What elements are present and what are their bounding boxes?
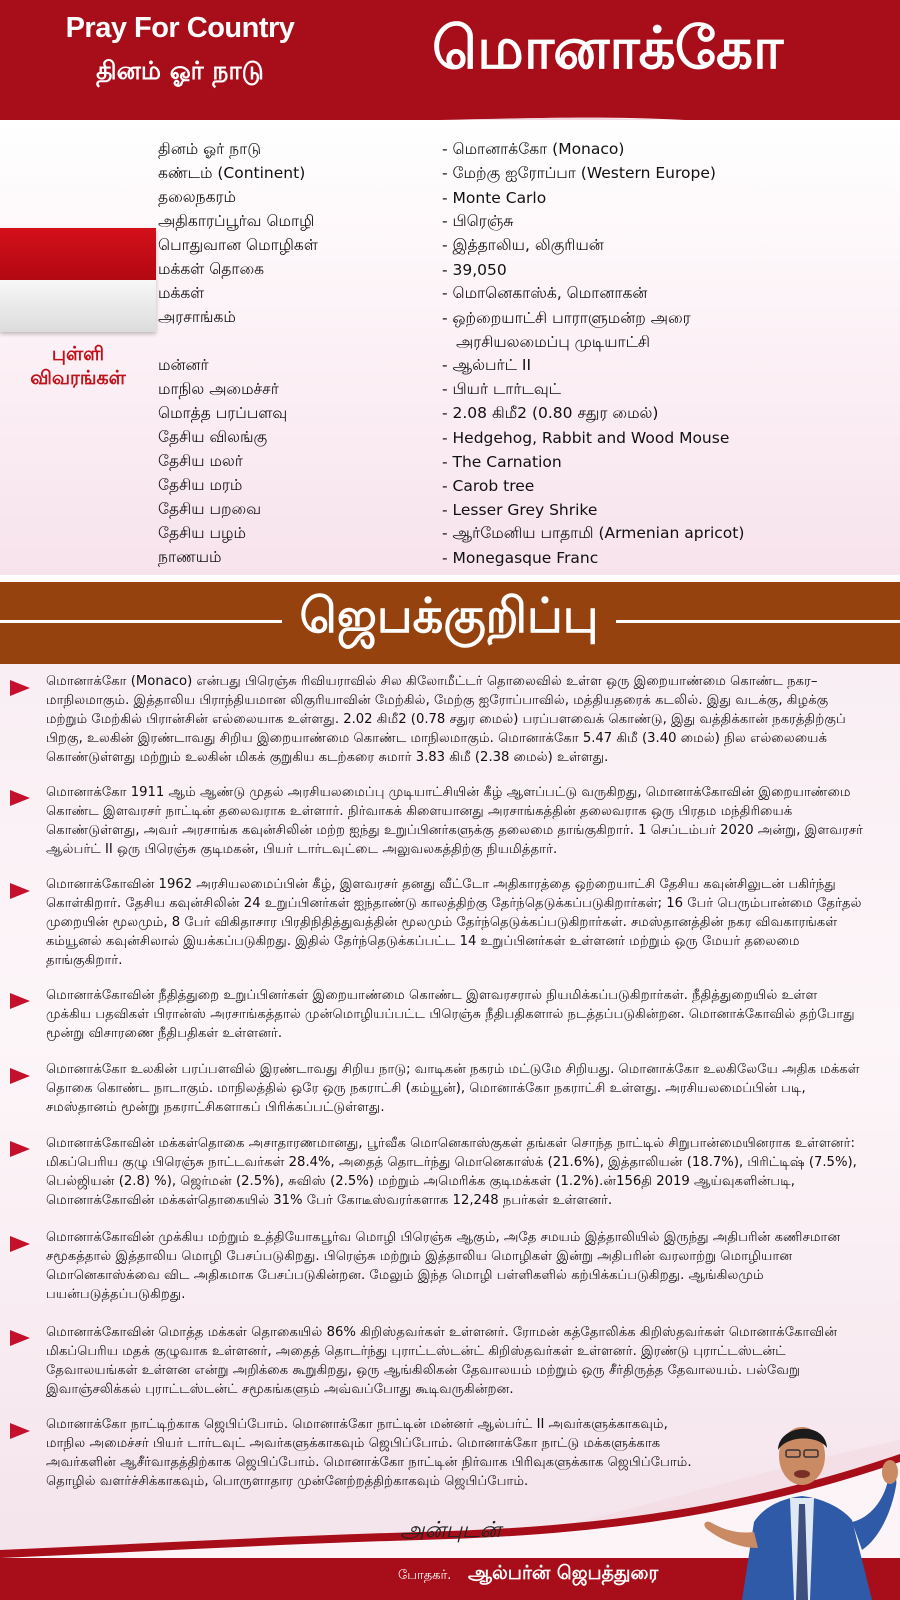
facts-table (158, 138, 878, 570)
fact-row (158, 282, 878, 306)
bullet-arrow-icon (10, 1141, 30, 1157)
fact-value: - பியர் டார்டவுட் (442, 380, 562, 398)
bullet-arrow-icon (10, 1068, 30, 1084)
fact-row (158, 522, 878, 546)
flag-white-band (0, 280, 156, 332)
fact-row (158, 258, 878, 282)
fact-value: - இத்தாலிய, லிகுரியன் (442, 236, 604, 254)
closing-text: அன்புடன் (400, 1518, 501, 1543)
fact-row (158, 378, 878, 402)
fact-row (158, 546, 878, 570)
prayer-point-paragraph: மொனாக்கோ உலகின் பரப்பளவில் இரண்டாவது சிறிய நாடு; வாடிகன் நகரம் மட்டுமே சிறியது. மொனாக்கோ உலகிலேயே அதிக மக்கள் தொகை கொண்ட நாடாகும். மாநிலத்தில் ஒரே ஒரு நகராட்சி (கம்யூன்), மொனாக்கோ நகராட்சி உள்ளது. அரசியலமைப்பின் படி, சமஸ்தானம் மூன்று நகராட்சிகளாகப் பிரிக்கப்பட்டுள்ளது. (46, 1062, 860, 1115)
fact-row (158, 210, 878, 234)
prayer-point-paragraph: மொனாக்கோவின் 1962 அரசியலமைப்பின் கீழ், இளவரசர் தனது வீட்டோ அதிகாரத்தை ஒற்றையாட்சி தேசிய கவுன்சிலுடன் பகிர்ந்து கொள்கிறார். தேசிய கவுன்சிலின் 24 உறுப்பினர்கள் ஐந்தாண்டு காலத்திற்கு தேர்ந்தெடுக்கப்படுகிறார்கள்; 16 பேர் பெரும்பான்மை தேர்தல் முறையின் மூலமும், 8 பேர் விகிதாசார பிரதிநிதித்துவத்தின் மூலமும் தேர்ந்தெடுக்கப்படுகிறார்கள். சமஸ்தானத்தின் நகர விவகாரங்கள் கம்யூனல் கவுன்சிலால் இயக்கப்படுகிறது. இதில் தேர்ந்தெடுக்கப்பட்ட 14 உறுப்பினர்கள் உள்ளனர் மற்றும் ஒரு மேயர் தலைமை தாங்குகிறார். (46, 877, 862, 968)
daily-country-subtitle: தினம் ஓர் நாடு (96, 56, 264, 85)
fact-key: மன்னர் (158, 356, 209, 374)
fact-key: மக்கள் (158, 284, 205, 302)
fact-value: - ஆல்பர்ட் II (442, 356, 532, 374)
fact-key: மக்கள் தொகை (158, 260, 265, 278)
fact-row (158, 450, 878, 474)
banner-divider-right (616, 620, 900, 623)
fact-value: - Hedgehog, Rabbit and Wood Mouse (442, 429, 730, 447)
fact-row (158, 402, 878, 426)
fact-key: தேசிய பழம் (158, 524, 246, 542)
fact-value: - மேற்கு ஐரோப்பா (Western Europe) (442, 164, 716, 182)
fact-value-line2: அரசியலமைப்பு முடியாட்சி (456, 333, 651, 351)
prayer-point-paragraph: மொனாக்கோவின் மக்கள்தொகை அசாதாரணமானது, பூர்வீக மொனெகாஸ்குகள் தங்கள் சொந்த நாட்டில் சிறுபான்மையினராக உள்ளனர்: மிகப்பெரிய குழு பிரெஞ்சு நாட்டவர்கள் 28.4%, அதைத் தொடர்ந்து மொனெகாஸ்க் (21.6%), இத்தாலியன் (18.7%), பிரிட்டிஷ் (7.5%), பெல்ஜியன் (2.8) %), ஜெர்மன் (2.5%), சுவிஸ் (2.5%) மற்றும் அமெரிக்க குடிமக்கள் (1.2%).ன்156தி 2019 ஆய்வுகளின்படி, மொனாக்கோவின் மக்கள்தொகையில் 31% பேர் கோடீஸ்வரர்களாக 12,248 நபர்கள் உள்ளனர். (46, 1136, 857, 1208)
pastor-name: ஆல்பர்ன் ஜெபத்துரை (468, 1562, 659, 1584)
fact-value: - Carob tree (442, 477, 535, 495)
fact-row (158, 234, 878, 258)
prayer-point-paragraph: மொனாக்கோ (Monaco) என்பது பிரெஞ்சு ரிவியராவில் சில கிலோமீட்டர் தொலைவில் உள்ள ஒரு இறையாண்மை கொண்ட நகர–மாநிலமாகும். இத்தாலிய பிராந்தியமான லிகுரியாவின் மேற்கில், மேற்கு ஐரோப்பாவில், மத்தியதரைக் கடலில். இது வடக்கு, கிழக்கு மற்றும் மேற்கில் பிரான்சின் எல்லையாக உள்ளது. 2.02 கிமீ2 (0.78 சதுர மைல்) பரப்பளவைக் கொண்டு, இது வத்திக்கான் நகரத்திற்குப் பிறகு, உலகின் இரண்டாவது சிறிய இறையாண்மை கொண்ட மாநிலமாகும். மொனாக்கோ 5.47 கிமீ (3.40 மைல்) நில எல்லையைக் கொண்டுள்ளது மற்றும் உலகின் மிகக் குறுகிய கடற்கரை சுமார் 3.83 கிமீ (2.38 மைல்) உள்ளது. (46, 674, 846, 765)
bullet-arrow-icon (10, 1330, 30, 1346)
fact-key: அரசாங்கம் (158, 308, 236, 326)
prayer-points-banner (0, 582, 900, 664)
fact-row (158, 138, 878, 162)
fact-value: - Monte Carlo (442, 189, 547, 207)
prayer-point-paragraph: மொனாக்கோவின் முக்கிய மற்றும் உத்தியோகபூர்வ மொழி பிரெஞ்சு ஆகும், அதே சமயம் இத்தாலியில் இருந்து அதிபரின் கணிசமான சமூகத்தால் இத்தாலிய மொழி பேசப்படுகிறது. பிரெஞ்சு மற்றும் இத்தாலிய மொழிகள் இன்று அதிபரின் வரலாற்று மொழியான மொனெகாஸ்க்வை விட அதிகமாக பேசப்படுகின்றன. மேலும் இந்த மொழி பள்ளிகளில் கற்பிக்கப்படுகிறது. ஆங்கிலமும் பயன்படுத்தப்படுகிறது. (46, 1230, 841, 1302)
bullet-arrow-icon (10, 1423, 30, 1439)
fact-key: தலைநகரம் (158, 188, 236, 206)
fact-key: நாணயம் (158, 548, 222, 566)
facts-side-label (8, 342, 148, 390)
monaco-flag-image (0, 228, 156, 332)
fact-value (442, 306, 878, 354)
bullet-arrow-icon (10, 883, 30, 899)
fact-key: அதிகாரப்பூர்வ மொழி (158, 212, 315, 230)
fact-key: தேசிய விலங்கு (158, 428, 268, 446)
fact-value: - மொனாக்கோ (Monaco) (442, 140, 625, 158)
fact-value: - ஆர்மேனிய பாதாமி (Armenian apricot) (442, 524, 745, 542)
bullet-arrow-icon (10, 993, 30, 1009)
fact-value: - 39,050 (442, 261, 507, 279)
fact-key: கண்டம் (Continent) (158, 164, 306, 182)
bullet-arrow-icon (10, 680, 30, 696)
banner-divider-left (0, 620, 282, 623)
fact-key: மொத்த பரப்பளவு (158, 404, 288, 422)
fact-row (158, 426, 878, 450)
facts-side-label-line2: விவரங்கள் (30, 367, 126, 389)
fact-value: - Monegasque Franc (442, 549, 599, 567)
prayer-point-paragraph: மொனாக்கோவின் மொத்த மக்கள் தொகையில் 86% கிறிஸ்தவர்கள் உள்ளனர். ரோமன் கத்தோலிக்க கிறிஸ்தவர்கள் மொனாக்கோவின் மிகப்பெரிய மதக் குழுவாக உள்ளனர், அதைத் தொடர்ந்து புராட்டஸ்டன்ட் கிறிஸ்தவர்கள் உள்ளனர். இரண்டு புராட்டஸ்டன்ட் தேவாலயங்கள் உள்ளன என்று அறிக்கை கூறுகிறது, ஒரு ஆங்கிலிகன் தேவாலயம் மற்றும் ஒரு சீர்திருத்த தேவாலயம். பல்வேறு இவாஞ்சலிக்கல் புராட்டஸ்டன்ட் சமூகங்களும் அவ்வப்போது கூடிவருகின்றன. (46, 1325, 838, 1397)
pastor-label: போதகர். (398, 1568, 452, 1583)
bullet-arrow-icon (10, 790, 30, 806)
fact-key: தேசிய பறவை (158, 500, 262, 518)
prayer-point-paragraph: மொனாக்கோ 1911 ஆம் ஆண்டு முதல் அரசியலமைப்பு முடியாட்சியின் கீழ் ஆளப்பட்டு வருகிறது, மொனாக்கோவின் இறையாண்மை கொண்ட இளவரசர் நாட்டின் தலைவராக உள்ளார். நிர்வாகக் கிளையானது அரசாங்கத்தின் தலைவராக ஒரு பிரதம மந்திரியைக் கொண்டுள்ளது, அவர் அரசாங்க கவுன்சிலின் மற்ற ஐந்து உறுப்பினர்களுக்கு தலைமை தாங்குகிறார். 1 செப்டம்பர் 2020 அன்று, இளவரசர் ஆல்பர்ட் II ஒரு பிரெஞ்சு குடிமகன், பியர் டார்டவுட்டை அலுவலகத்திற்கு நியமித்தார். (46, 785, 864, 857)
fact-key: தினம் ஓர் நாடு (158, 140, 262, 158)
fact-value: - மொனெகாஸ்க், மொனாகன் (442, 284, 648, 302)
prayer-point-paragraph: மொனாக்கோவின் நீதித்துறை உறுப்பினர்கள் இறையாண்மை கொண்ட இளவரசரால் நியமிக்கப்படுகிறார்கள். நீதித்துறையில் உள்ள முக்கிய பதவிகள் பிரான்ஸ் அரசாங்கத்தால் முன்மொழியப்பட்ட பிரெஞ்சு நீதிபதிகளால் நடத்தப்படுகின்றன. மொனாக்கோவில் தற்போது மூன்று விசாரணை நீதிபதிகள் உள்ளனர். (46, 988, 855, 1041)
fact-row (158, 306, 878, 354)
fact-value: - பிரெஞ்சு (442, 212, 514, 230)
fact-key: பொதுவான மொழிகள் (158, 236, 318, 254)
fact-row (158, 186, 878, 210)
flag-red-band (0, 228, 156, 280)
fact-value: - The Carnation (442, 453, 562, 471)
fact-row (158, 474, 878, 498)
fact-key: தேசிய மலர் (158, 452, 243, 470)
fact-key: தேசிய மரம் (158, 476, 243, 494)
fact-row (158, 498, 878, 522)
bullet-arrow-icon (10, 1236, 30, 1252)
pastor-photo (702, 1410, 900, 1600)
prayer-point-paragraph: மொனாக்கோ நாட்டிற்காக ஜெபிப்போம். மொனாக்கோ நாட்டின் மன்னர் ஆல்பர்ட் II அவர்களுக்காகவும், மாநில அமைச்சர் பியர் டார்டவுட் அவர்களுக்காகவும் ஜெபிப்போம். மொனாக்கோ நாட்டு மக்களுக்காக அவர்களின் ஆசீர்வாதத்திற்காக ஜெபிப்போம். மொனாக்கோ நாட்டின் நிர்வாக பிரிவுகளுக்காக ஜெபிப்போம். தொழில் வளர்ச்சிக்காகவும், பொருளாதார முன்னேற்றத்திற்காகவும் ஜெபிப்போம். (46, 1417, 692, 1489)
country-title: மொனாக்கோ (432, 14, 783, 82)
fact-row (158, 162, 878, 186)
pray-for-country-title: Pray For Country (65, 12, 295, 44)
fact-row (158, 354, 878, 378)
fact-value: - Lesser Grey Shrike (442, 501, 598, 519)
fact-value-line1: - ஒற்றையாட்சி பாராளுமன்ற அரை (442, 309, 691, 327)
fact-value: - 2.08 கிமீ2 (0.80 சதுர மைல்) (442, 404, 659, 422)
prayer-points-title: ஜெபக்குறிப்பு (299, 588, 599, 644)
fact-key: மாநில அமைச்சர் (158, 380, 279, 398)
facts-side-label-line1: புள்ளி (51, 343, 105, 365)
